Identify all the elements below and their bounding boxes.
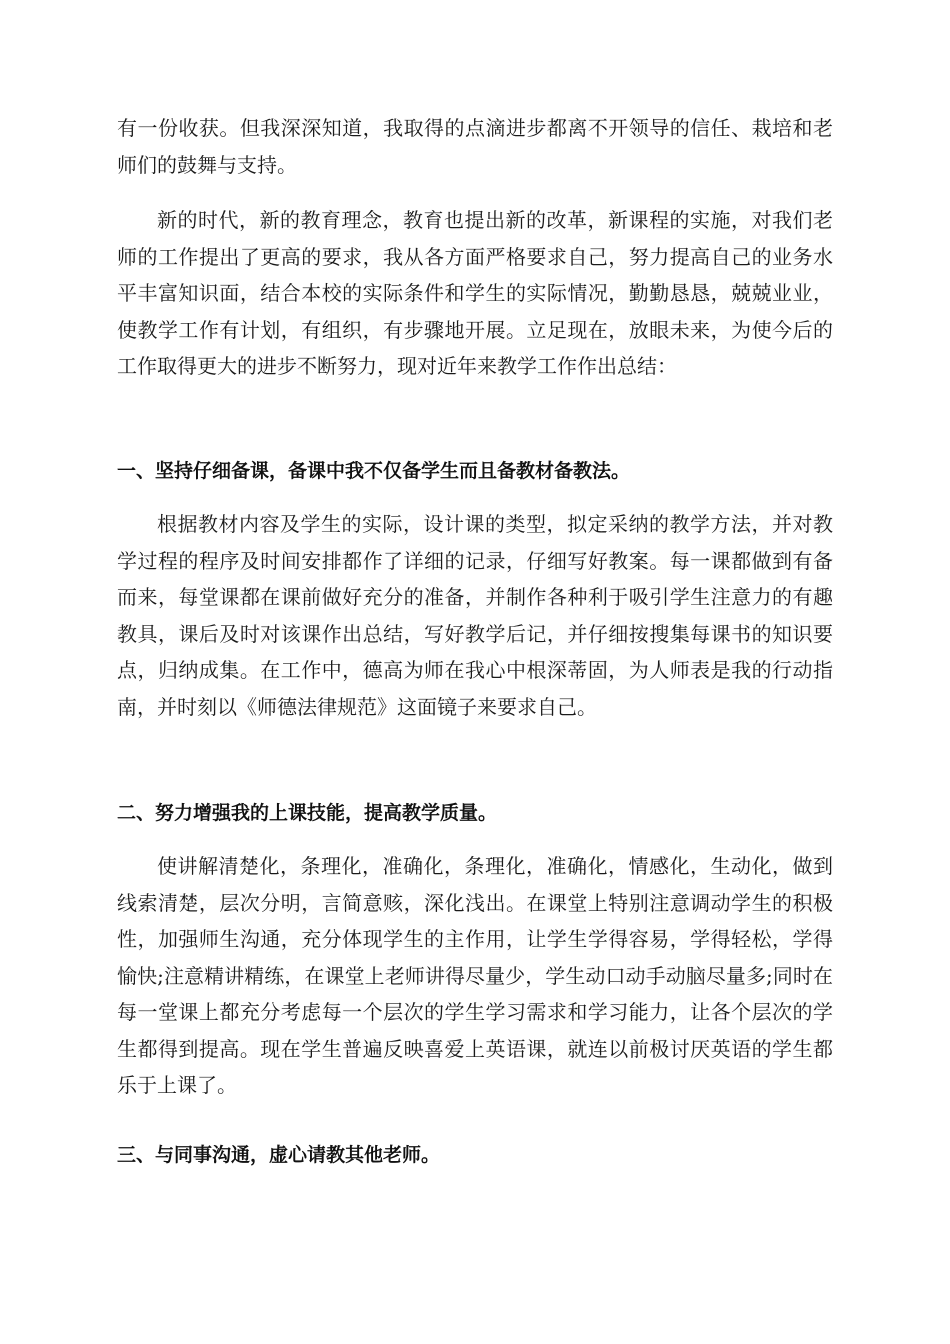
section-heading-1: 一、坚持仔细备课，备课中我不仅备学生而且备教材备教法。 — [117, 460, 631, 482]
section-heading-2: 二、努力增强我的上课技能，提高教学质量。 — [117, 802, 498, 824]
paragraph-continuation: 有一份收获。但我深深知道，我取得的点滴进步都离不开领导的信任、栽培和老师们的鼓舞与支持。 — [117, 116, 833, 177]
paragraph-section-1: 根据教材内容及学生的实际，设计课的类型，拟定采纳的教学方法，并对教学过程的程序及时间安排都作了详细的记录，仔细写好教案。每一课都做到有备而来，每堂课都在课前做好充分的准备，并制作各种利于吸引学生注意力的有趣教具，课后及时对该课作出总结，写好教学后记，并仔细按搜集每课书的知识要点，归纳成集。在工作中，德高为师在我心中根深蒂固，为人师表是我的行动指南，并时刻以《师德法律规范》这面镜子来要求自己。 — [117, 512, 833, 719]
paragraph-section-2: 使讲解清楚化，条理化，准确化，条理化，准确化，情感化，生动化，做到线索清楚，层次分明，言简意赅，深化浅出。在课堂上特别注意调动学生的积极性，加强师生沟通，充分体现学生的主作用，让学生学得容易，学得轻松，学得愉快;注意精讲精练，在课堂上老师讲得尽量少，学生动口动手动脑尽量多;同时在每一堂课上都充分考虑每一个层次的学生学习需求和学习能力，让各个层次的学生都得到提高。现在学生普遍反映喜爱上英语课，就连以前极讨厌英语的学生都乐于上课了。 — [117, 854, 833, 1097]
section-heading-3: 三、与同事沟通，虚心请教其他老师。 — [117, 1144, 441, 1166]
paragraph-intro: 新的时代，新的教育理念，教育也提出新的改革，新课程的实施，对我们老师的工作提出了更高的要求，我从各方面严格要求自己，努力提高自己的业务水平丰富知识面，结合本校的实际条件和学生的实际情况，勤勤恳恳，兢兢业业，使教学工作有计划，有组织，有步骤地开展。立足现在，放眼未来，为使今后的工作取得更大的进步不断努力，现对近年来教学工作作出总结： — [117, 208, 833, 378]
